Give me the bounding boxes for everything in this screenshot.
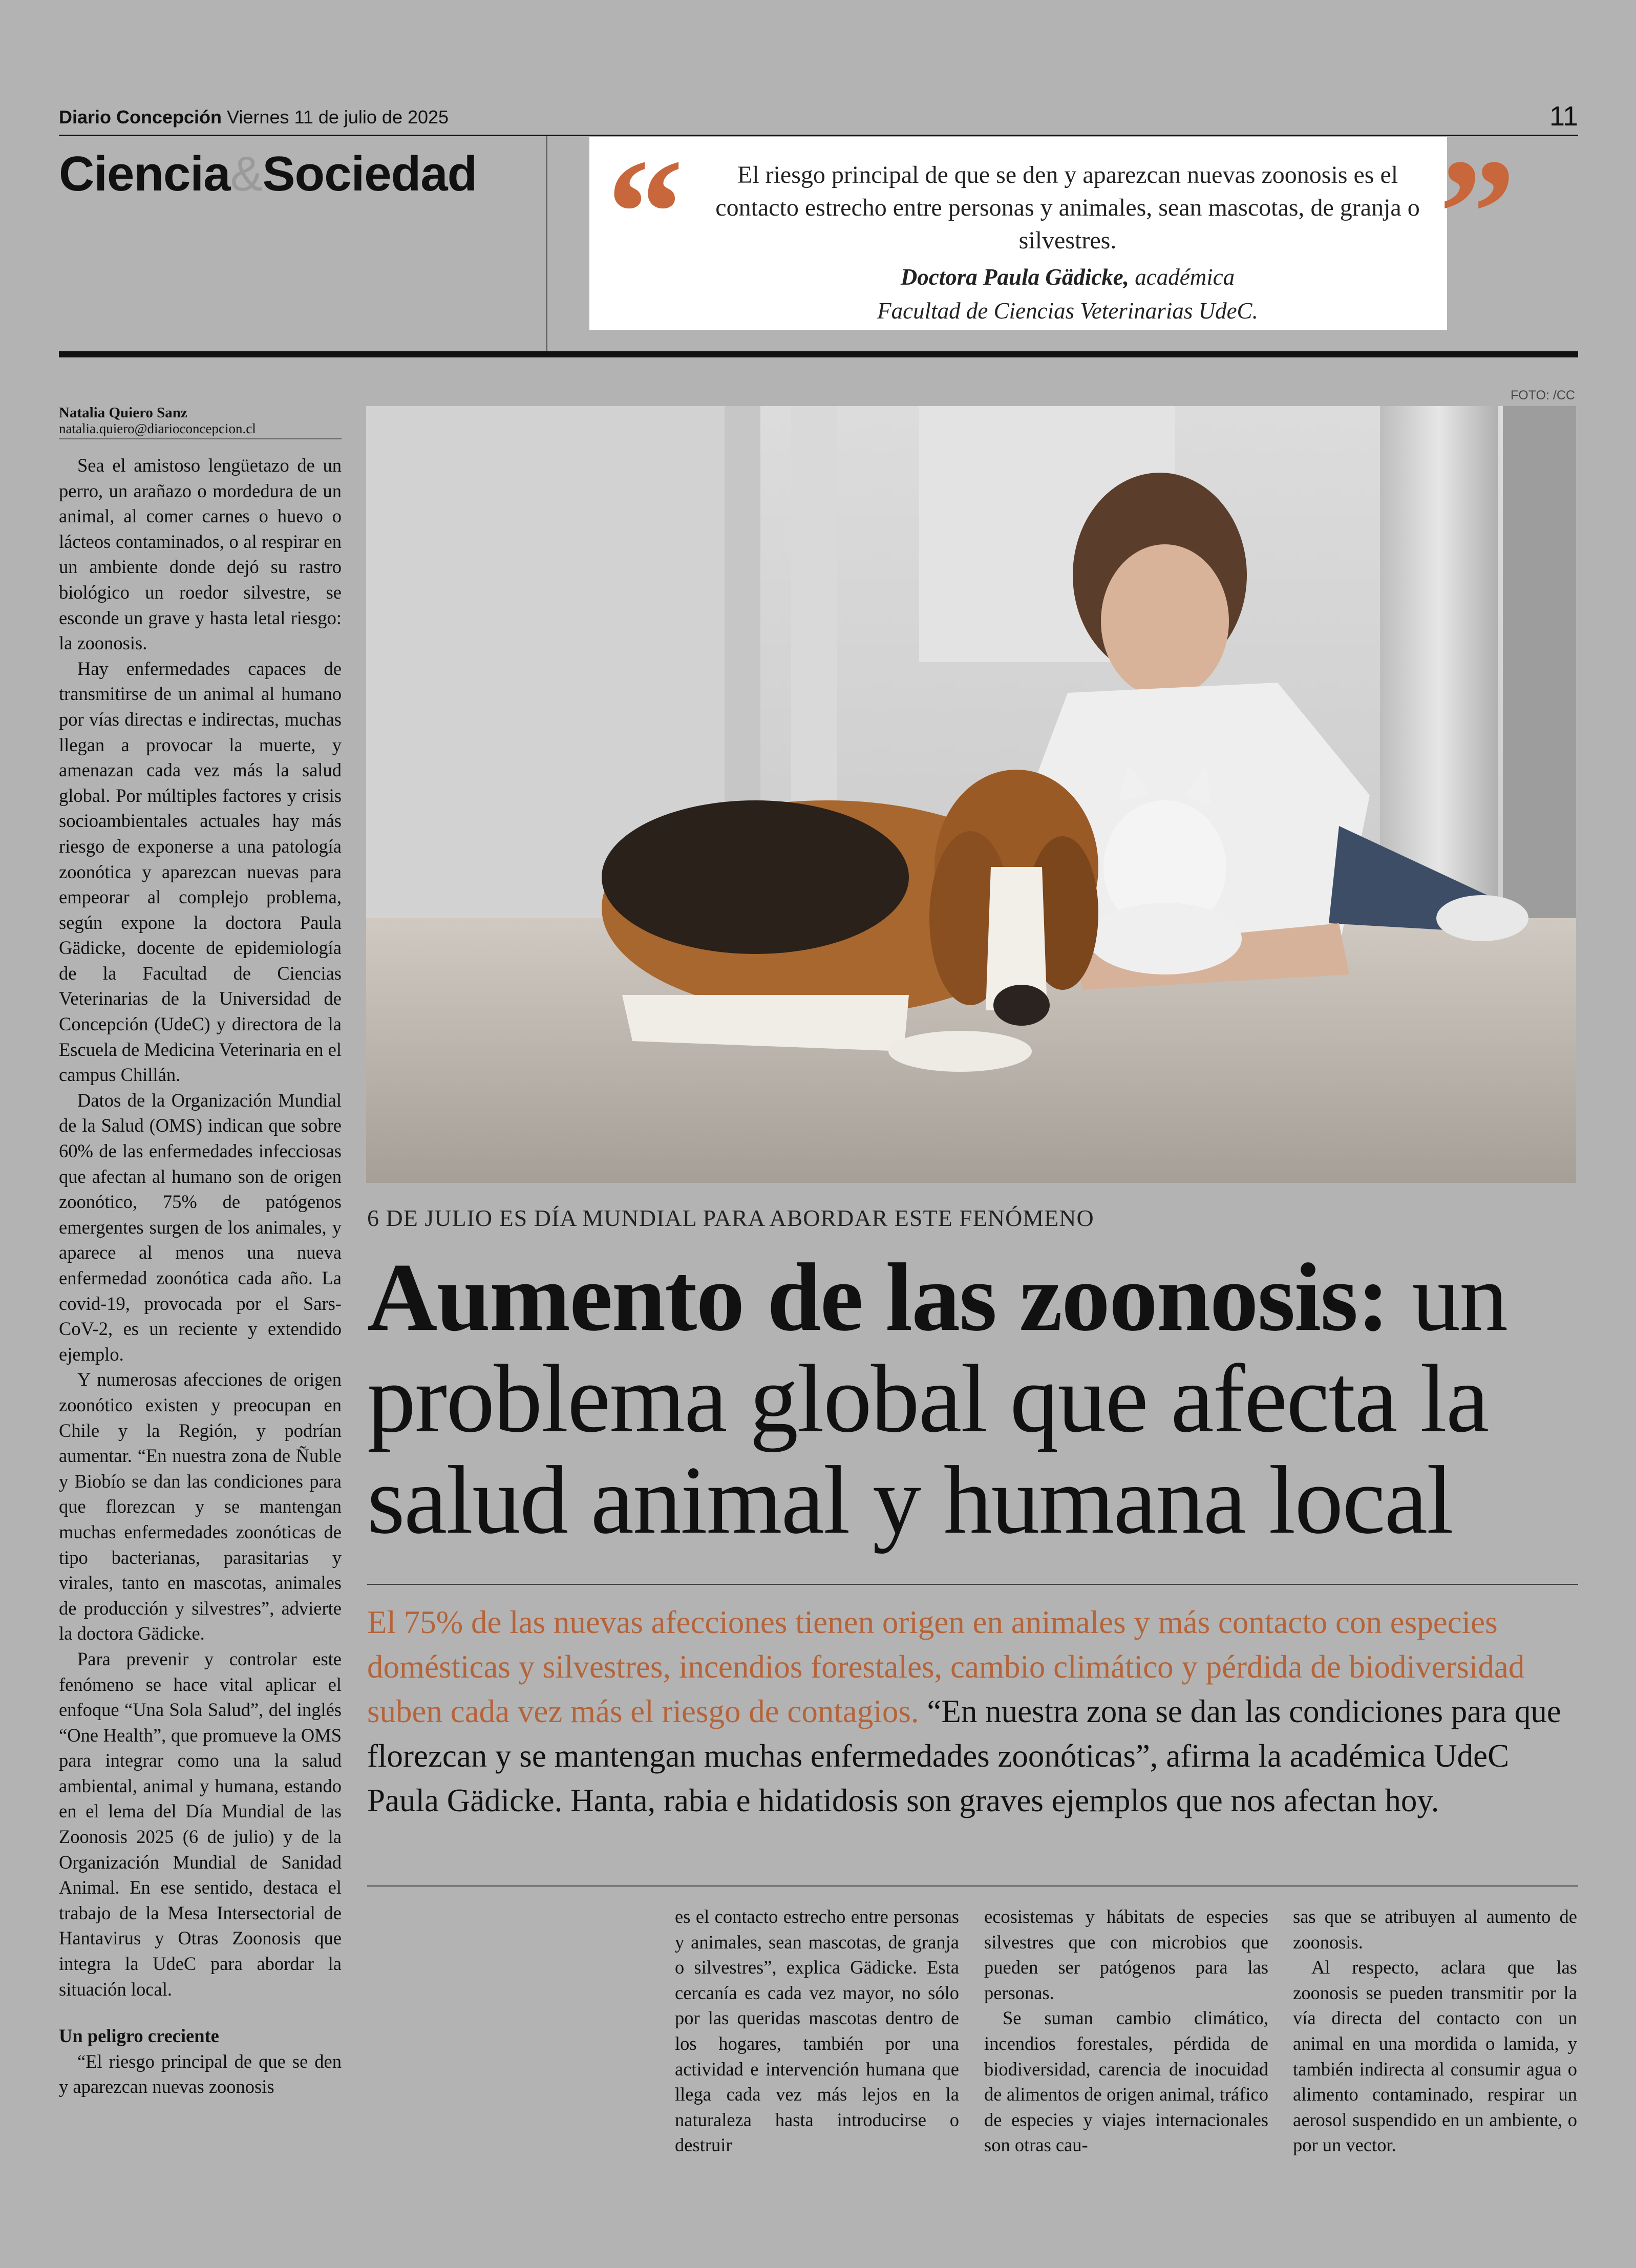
body-column-1 bbox=[59, 453, 342, 2100]
quote-author-role: académica bbox=[1129, 264, 1235, 290]
paragraph: Y numerosas afecciones de origen zoonótico existen y preocupan en Chile y la Región, y podrían aumentar. “En nuestra zona de Ñuble y Biobío se dan las condiciones para que florezcan y se mantengan muchas enfermedades zoonóticas de tipo bacterianas, parasitarias y virales, tanto en mascotas, animales de producción y silvestres”, advierte la doctora Gädicke. bbox=[59, 1369, 342, 1644]
paragraph: es el contacto estrecho entre personas y animales, sean mascotas, de granja o silvestres”, explica Gädicke. Esta cercanía es cada vez mayor, no sólo por las queridas mascotas dentro de los hogares, también por una actividad e intervención humana que llega cada vez más lejos en la naturaleza hasta introducirse o destruir bbox=[675, 1906, 959, 2156]
close-quote-icon: ” bbox=[1439, 128, 1516, 298]
masthead bbox=[59, 107, 449, 128]
kicker: 6 DE JULIO ES DÍA MUNDIAL PARA ABORDAR ESTE FENÓMENO bbox=[367, 1205, 1094, 1231]
header-divider bbox=[546, 136, 547, 351]
open-quote-icon: “ bbox=[607, 128, 684, 298]
paragraph: Al respecto, aclara que las zoonosis se pueden transmitir por la vía directa del contacto con un animal en una mordida o lamida, y también indirecta al consumir agua o alimento contaminado, respirar un aerosol suspendido en un ambiente, o por un vector. bbox=[1293, 1957, 1577, 2156]
quote-author-name: Doctora Paula Gädicke, bbox=[900, 264, 1130, 290]
paragraph: Datos de la Organización Mundial de la Salud (OMS) indican que sobre 60% de las enfermedades infecciosas que afectan al humano son de origen zoonótico, 75% de patógenos emergentes surgen de los animales, y aparece al menos una nueva enfermedad zoonótica cada año. La covid-19, provocada por el Sars-CoV-2, es un reciente y extendido ejemplo. bbox=[59, 1089, 342, 1365]
deck bbox=[367, 1600, 1581, 1823]
pull-quote-text: El riesgo principal de que se den y aparezcan nuevas zoonosis es el contacto estrecho entre personas y animales, sean mascotas, de granja o silvestres. bbox=[715, 161, 1420, 254]
deck-highlight: El 75% de las nuevas afecciones tienen origen en animales y más contacto con especies domésticas y silvestres, incendios forestales, cambio climático y pérdida de biodiversidad suben cada vez más el riesgo de contagios. bbox=[367, 1604, 1525, 1729]
headline-regular: un problema global que afecta la salud animal y humana local bbox=[367, 1244, 1507, 1554]
deck-rule bbox=[367, 1885, 1578, 1887]
page-number: 11 bbox=[1549, 101, 1578, 132]
paragraph: Sea el amistoso lengüetazo de un perro, un arañazo o mordedura de un animal, al comer carnes o huevo o lácteos contaminados, o al respirar en un ambiente donde dejó su rastro biológico un roedor silvestre, se esconde un grave y hasta letal riesgo: la zoonosis. bbox=[59, 455, 342, 654]
issue-date: Viernes 11 de julio de 2025 bbox=[227, 107, 449, 128]
section-amp: & bbox=[230, 146, 263, 201]
body-column-2 bbox=[675, 1904, 959, 2158]
article-photo bbox=[366, 406, 1576, 1183]
deck-text: “En nuestra zona se dan las condiciones para que florezcan y se mantengan muchas enfermedades zoonóticas”, afirma la académica UdeC Paula Gädicke. Hanta, rabia e hidatidosis son graves ejemplos que nos afectan hoy. bbox=[367, 1693, 1561, 1818]
byline-email[interactable]: natalia.quiero@diarioconcepcion.cl bbox=[59, 421, 256, 436]
paragraph: sas que se atribuyen al aumento de zoonosis. bbox=[1293, 1906, 1577, 1953]
subhead: Un peligro creciente bbox=[59, 2025, 219, 2047]
body-column-3 bbox=[984, 1904, 1268, 2158]
paragraph: Se suman cambio climático, incendios forestales, pérdida de biodiversidad, carencia de inocuidad de alimentos de origen animal, tráfico de especies y viajes internacionales son otras cau- bbox=[984, 2007, 1268, 2156]
quote-author-affiliation: Facultad de Ciencias Veterinarias UdeC. bbox=[877, 298, 1258, 324]
paragraph: Hay enfermedades capaces de transmitirse de un animal al humano por vías directas e indirectas, muchas llegan a provocar la muerte, y amenazan cada vez más la salud global. Por múltiples factores y crisis socioambientales actuales hay más riesgo de exponerse a una patología zoonótica y aparezcan nuevas para empeorar al complejo problema, según expone la doctora Paula Gädicke, docente de epidemiología de la Facultad de Ciencias Veterinarias de la Universidad de Concepción (UdeC) y directora de la Escuela de Medicina Veterinaria en el campus Chillán. bbox=[59, 658, 342, 1086]
section-right: Sociedad bbox=[262, 146, 477, 201]
header-rule bbox=[59, 135, 1578, 136]
body-column-4 bbox=[1293, 1904, 1577, 2158]
byline-rule bbox=[59, 438, 342, 439]
pull-quote-attribution bbox=[702, 260, 1434, 328]
headline bbox=[367, 1244, 1581, 1554]
photo-credit: FOTO: /CC bbox=[1511, 388, 1575, 402]
headline-bold: Aumento de las zoonosis: bbox=[367, 1244, 1389, 1351]
byline-name: Natalia Quiero Sanz bbox=[59, 405, 187, 421]
paragraph: Para prevenir y controlar este fenómeno se hace vital aplicar el enfoque “Una Sola Salud”, del inglés “One Health”, que promueve la OMS para integrar como una la salud ambiental, animal y humana, estando en el lema del Día Mundial de las Zoonosis 2025 (6 de julio) y de la Organización Mundial de Sanidad Animal. En ese sentido, destaca el trabajo de la Mesa Intersectorial de Hantavirus y Otras Zoonosis que integra la UdeC para abordar la situación local. bbox=[59, 1648, 342, 2000]
paragraph: ecosistemas y hábitats de especies silvestres que con microbios que pueden ser patógenos para las personas. bbox=[984, 1906, 1268, 2003]
paragraph: “El riesgo principal de que se den y aparezcan nuevas zoonosis bbox=[59, 2050, 342, 2097]
section-title bbox=[59, 146, 477, 202]
section-rule bbox=[59, 351, 1578, 357]
section-left: Ciencia bbox=[59, 146, 230, 201]
paper-name: Diario Concepción bbox=[59, 107, 222, 128]
headline-rule bbox=[367, 1584, 1578, 1585]
